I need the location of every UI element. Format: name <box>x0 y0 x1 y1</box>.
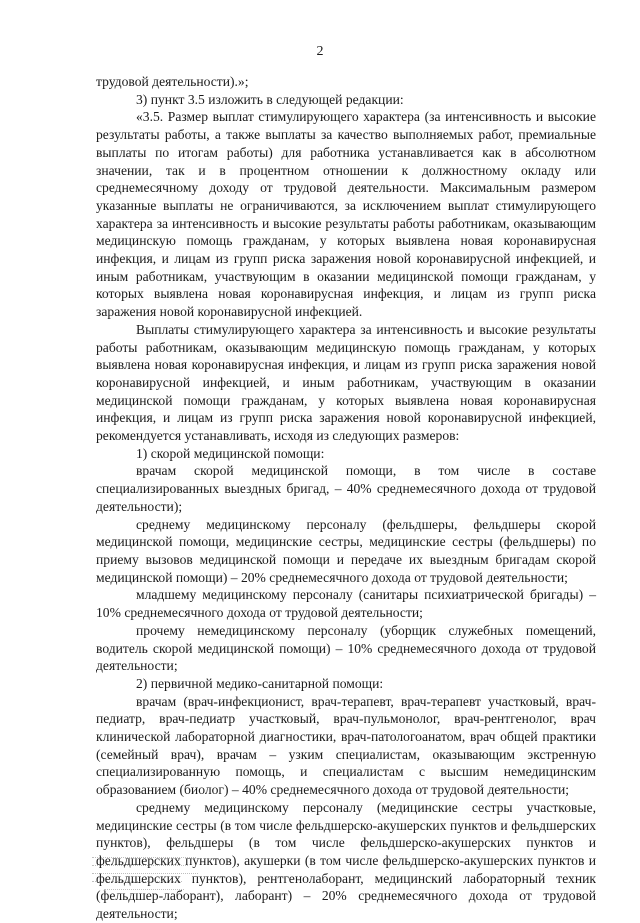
paragraph: трудовой деятельности).»; <box>96 74 249 89</box>
paragraph: «3.5. Размер выплат стимулирующего характера (за интенсивность и высокие результаты работы, а также выплаты за качество выполняемых работ, премиальные выплаты по итогам работы) для работника устанавливается как в абсолютном значении, так и в процентном отношении к должностному окладу или среднемесячному доходу от трудовой деятельности. Максимальным размером указанные выплаты не ограничиваются, за исключением выплат стимулирующего характера за интенсивность и высокие результаты работы работникам, оказывающим медицинскую помощь гражданам, у которых выявлена новая коронавирусная инфекция, и лицам из групп риска заражения новой коронавирусной инфекцией, и иным работникам, участвующим в оказании медицинской помощи гражданам, у которых выявлена новая коронавирусная инфекция, и лицам из групп риска заражения новой коронавирусной инфекцией. <box>96 109 596 320</box>
paragraph: 3) пункт 3.5 изложить в следующей редакции: <box>136 91 404 107</box>
document-body <box>96 73 596 923</box>
paragraph: Выплаты стимулирующего характера за интенсивность и высокие результаты работы работникам, оказывающим медицинскую помощь гражданам, у которых выявлена новая коронавирусная инфекция, и лицам из групп риска заражения новой коронавирусной инфекцией, и иным работникам, участвующим в оказании медицинской помощи гражданам, у которых выявлена новая коронавирусная инфекция, и лицам из групп риска заражения новой коронавирусной инфекцией, рекомендуется устанавливать, исходя из следующих размеров: <box>96 321 596 444</box>
registration-stamp <box>92 855 202 897</box>
page-number: 2 <box>316 44 324 59</box>
paragraph: 2) первичной медико-санитарной помощи: <box>136 675 384 691</box>
paragraph: врачам (врач-инфекционист, врач-терапевт, врач-терапевт участковый, врач-педиатр, врач-педиатр участковый, врач-пульмонолог, врач-рентгенолог, врач клинической лабораторной диагностики, врач-патологоанатом, врач общей практики (семейный врач), врачам – узким специалистам, оказывающим экстренную специализированную помощь, и специалистам с высшим немедицинским образованием (биолог) – 40% среднемесячного дохода от трудовой деятельности; <box>96 693 596 798</box>
paragraph: среднему медицинскому персоналу (медицинские сестры участковые, медицинские сестры (в том числе фельдшерско-акушерских пунктов и фельдшерских пунктов), фельдшеры (в том числе фельдшерско-акушерских пунктов и фельдшерских пунктов), акушерки (в том числе фельдшерско-акушерских пунктов и фельдшерских пунктов), рентгенолаборант, медицинский лабораторный техник (фельдшер-лаборант), лаборант) – 20% среднемесячного дохода от трудовой деятельности; <box>96 799 596 922</box>
paragraph: врачам скорой медицинской помощи, в том числе в составе специализированных выездных бригад, – 40% среднемесячного дохода от трудовой деятельности); <box>96 463 596 514</box>
paragraph: прочему немедицинскому персоналу (уборщик служебных помещений, водитель скорой медицинской помощи) – 10% среднемесячного дохода от трудовой деятельности; <box>96 622 596 674</box>
paragraph: среднему медицинскому персоналу (фельдшеры, фельдшеры скорой медицинской помощи, медицинские сестры, медицинские сестры (фельдшеры) по приему вызовов медицинской помощи и передаче их выездным бригадам скорой медицинской помощи) – 20% среднемесячного дохода от трудовой деятельности; <box>96 516 596 585</box>
paragraph: 1) скорой медицинской помощи: <box>136 445 325 461</box>
paragraph: младшему медицинскому персоналу (санитары психиатрической бригады) – 10% среднемесячного дохода от трудовой деятельности; <box>96 587 596 621</box>
